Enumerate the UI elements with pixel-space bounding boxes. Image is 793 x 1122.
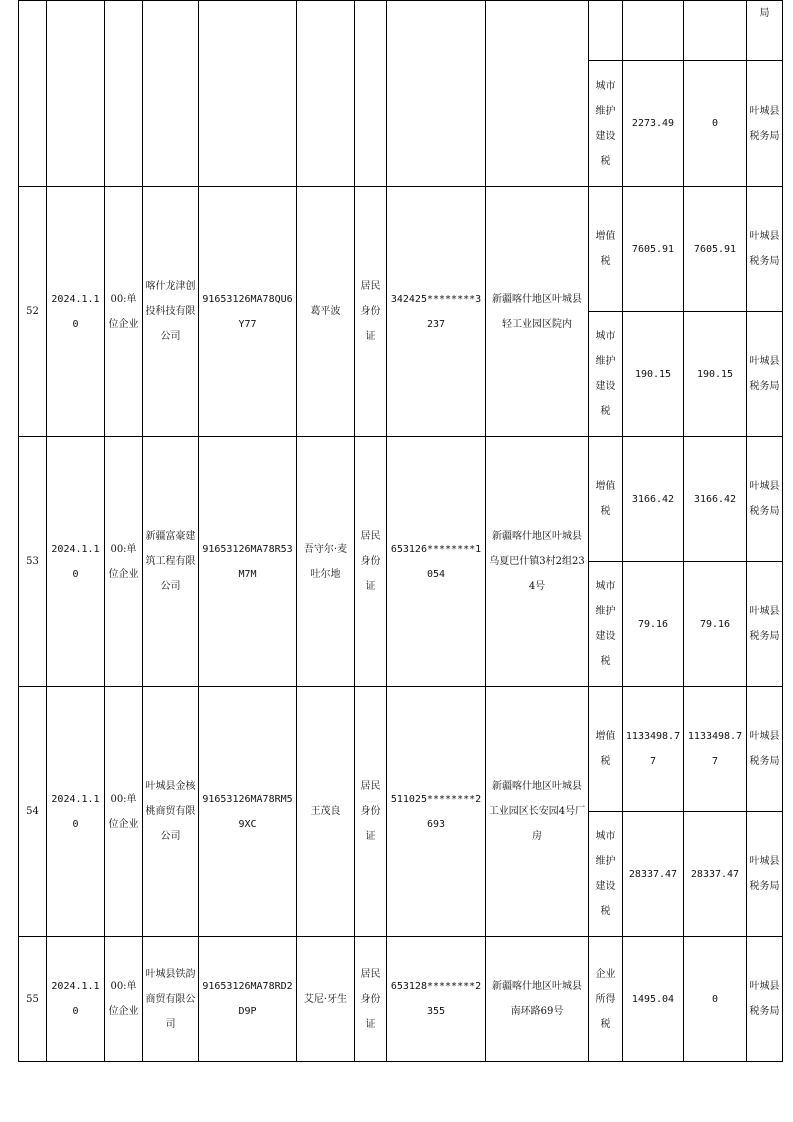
id-type-cell: 居民身份证 xyxy=(355,687,387,937)
table-row xyxy=(19,437,783,562)
id-number-cell: 511025********2693 xyxy=(387,687,486,937)
tax-authority-cell: 叶城县税务局 xyxy=(747,61,783,187)
tax-outstanding-cell: 0 xyxy=(684,61,747,187)
address-cell: 新疆喀什地区叶城县乌夏巴什镇3村2组234号 xyxy=(486,437,589,687)
fragment-idtype-cell xyxy=(355,1,387,187)
tax-due-cell: 190.15 xyxy=(623,312,684,437)
tax-authority-cell: 叶城县税务局 xyxy=(747,687,783,812)
person-cell: 葛平波 xyxy=(297,187,355,437)
tax-authority-cell: 叶城县税务局 xyxy=(747,437,783,562)
company-cell: 喀什龙津创投科技有限公司 xyxy=(143,187,199,437)
tax-type-cell: 增值税 xyxy=(589,687,623,812)
seq-cell: 55 xyxy=(19,937,47,1062)
address-cell: 新疆喀什地区叶城县南环路69号 xyxy=(486,937,589,1062)
tax-authority-cell: 叶城县税务局 xyxy=(747,812,783,937)
fragment-address-cell xyxy=(486,1,589,187)
tax-due-cell: 2273.49 xyxy=(623,61,684,187)
person-cell: 艾尼·牙生 xyxy=(297,937,355,1062)
tax-arrears-table xyxy=(18,0,783,1062)
date-cell: 2024.1.10 xyxy=(47,937,105,1062)
tax-type-cell: 增值税 xyxy=(589,187,623,312)
fragment-blank-cell xyxy=(623,1,684,61)
tax-type-cell: 城市维护建设税 xyxy=(589,61,623,187)
tax-outstanding-cell: 1133498.77 xyxy=(684,687,747,812)
company-cell: 叶城县金核桃商贸有限公司 xyxy=(143,687,199,937)
date-cell: 2024.1.10 xyxy=(47,437,105,687)
tax-authority-cell: 叶城县税务局 xyxy=(747,312,783,437)
fragment-blank-cell xyxy=(589,1,623,61)
tax-authority-cell: 叶城县税务局 xyxy=(747,187,783,312)
tax-authority-cell: 叶城县税务局 xyxy=(747,562,783,687)
unit-type-cell: 00:单位企业 xyxy=(105,437,143,687)
tax-outstanding-cell: 28337.47 xyxy=(684,812,747,937)
fragment-person-cell xyxy=(297,1,355,187)
fragment-code-cell xyxy=(199,1,297,187)
company-cell: 叶城县铁韵商贸有限公司 xyxy=(143,937,199,1062)
tax-type-cell: 企业所得税 xyxy=(589,937,623,1062)
tax-due-cell: 7605.91 xyxy=(623,187,684,312)
id-number-cell: 653128********2355 xyxy=(387,937,486,1062)
tax-due-cell: 3166.42 xyxy=(623,437,684,562)
unit-type-cell: 00:单位企业 xyxy=(105,937,143,1062)
tax-due-cell: 1495.04 xyxy=(623,937,684,1062)
id-type-cell: 居民身份证 xyxy=(355,937,387,1062)
id-number-cell: 653126********1054 xyxy=(387,437,486,687)
tax-outstanding-cell: 0 xyxy=(684,937,747,1062)
credit-code-cell: 91653126MA78QU6Y77 xyxy=(199,187,297,437)
tax-type-cell: 城市维护建设税 xyxy=(589,312,623,437)
seq-cell: 54 xyxy=(19,687,47,937)
tax-outstanding-cell: 3166.42 xyxy=(684,437,747,562)
table-row xyxy=(19,937,783,1062)
table-row xyxy=(19,687,783,812)
tax-outstanding-cell: 190.15 xyxy=(684,312,747,437)
tax-due-cell: 28337.47 xyxy=(623,812,684,937)
unit-type-cell: 00:单位企业 xyxy=(105,187,143,437)
id-number-cell: 342425********3237 xyxy=(387,187,486,437)
address-cell: 新疆喀什地区叶城县工业园区长安园4号厂房 xyxy=(486,687,589,937)
fragment-idnum-cell xyxy=(387,1,486,187)
fragment-blank-cell xyxy=(684,1,747,61)
seq-cell: 52 xyxy=(19,187,47,437)
credit-code-cell: 91653126MA78RD2D9P xyxy=(199,937,297,1062)
company-cell: 新疆富豪建筑工程有限公司 xyxy=(143,437,199,687)
tax-due-cell: 79.16 xyxy=(623,562,684,687)
tax-outstanding-cell: 7605.91 xyxy=(684,187,747,312)
date-cell: 2024.1.10 xyxy=(47,687,105,937)
tax-type-cell: 城市维护建设税 xyxy=(589,562,623,687)
fragment-date-cell xyxy=(47,1,105,187)
table-row xyxy=(19,187,783,312)
fragment-company-cell xyxy=(143,1,199,187)
person-cell: 王茂良 xyxy=(297,687,355,937)
unit-type-cell: 00:单位企业 xyxy=(105,687,143,937)
tax-type-cell: 城市维护建设税 xyxy=(589,812,623,937)
credit-code-cell: 91653126MA78R53M7M xyxy=(199,437,297,687)
table-row-fragment xyxy=(19,1,783,61)
fragment-unit-cell xyxy=(105,1,143,187)
fragment-authority-tail: 局 xyxy=(747,1,783,61)
id-type-cell: 居民身份证 xyxy=(355,187,387,437)
seq-cell: 53 xyxy=(19,437,47,687)
address-cell: 新疆喀什地区叶城县轻工业园区院内 xyxy=(486,187,589,437)
tax-due-cell: 1133498.77 xyxy=(623,687,684,812)
tax-type-cell: 增值税 xyxy=(589,437,623,562)
date-cell: 2024.1.10 xyxy=(47,187,105,437)
fragment-seq-cell xyxy=(19,1,47,187)
tax-authority-cell: 叶城县税务局 xyxy=(747,937,783,1062)
credit-code-cell: 91653126MA78RM59XC xyxy=(199,687,297,937)
person-cell: 吾守尔·麦吐尔地 xyxy=(297,437,355,687)
tax-outstanding-cell: 79.16 xyxy=(684,562,747,687)
id-type-cell: 居民身份证 xyxy=(355,437,387,687)
